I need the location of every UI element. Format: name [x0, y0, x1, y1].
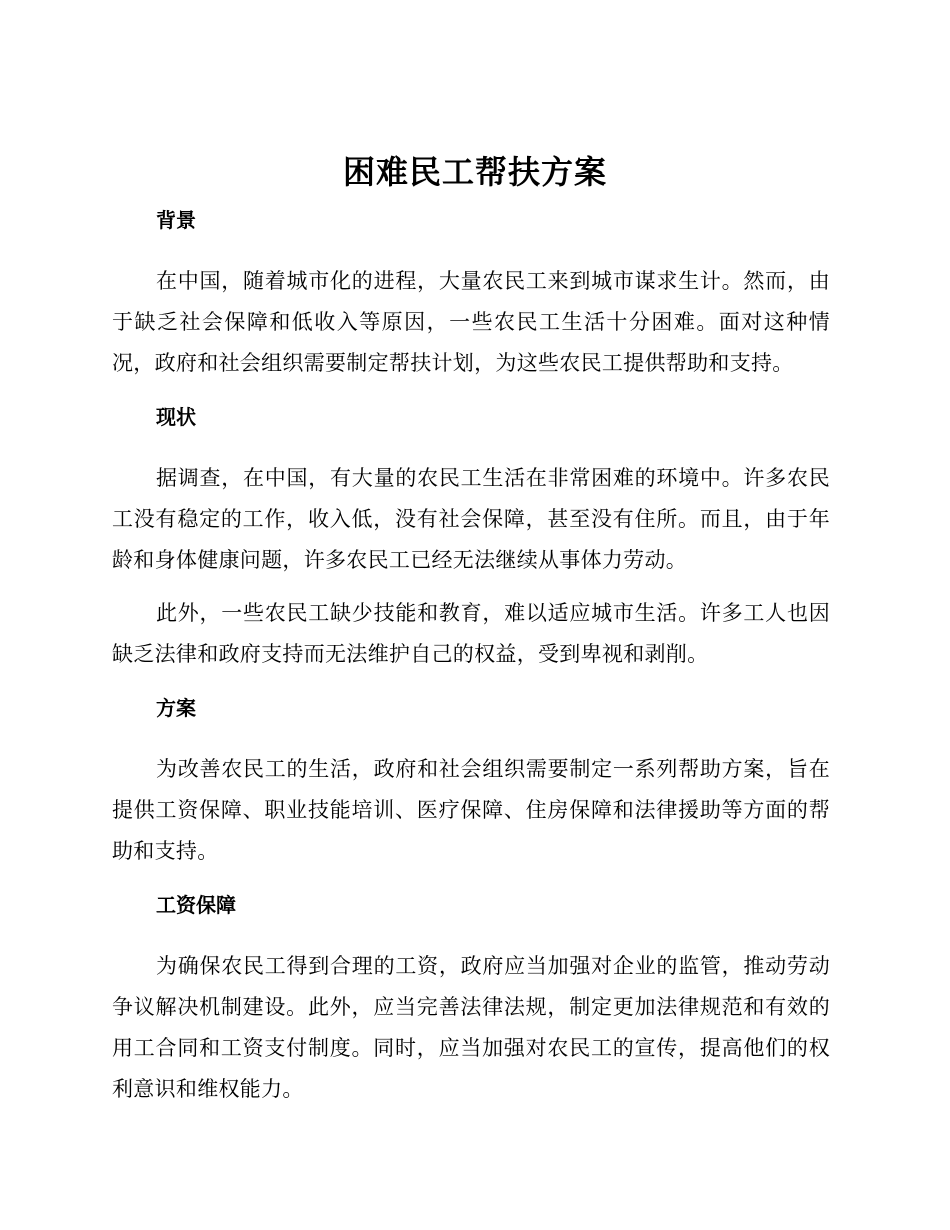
section-heading-wage-guarantee: 工资保障	[156, 893, 236, 917]
section-heading-status: 现状	[156, 405, 196, 429]
paragraph-background: 在中国，随着城市化的进程，大量农民工来到城市谋求生计。然而，由于缺乏社会保障和低收入等原因，一些农民工生活十分困难。面对这种情况，政府和社会组织需要制定帮扶计划，为这些农民工提供帮助和支持。	[112, 269, 830, 375]
section-heading-plan: 方案	[156, 696, 196, 720]
document-body	[112, 150, 830, 1110]
section-heading-background: 背景	[156, 208, 196, 232]
document-title: 困难民工帮扶方案	[342, 153, 607, 191]
paragraph-status-1: 据调查，在中国，有大量的农民工生活在非常困难的环境中。许多农民工没有稳定的工作，收入低，没有社会保障，甚至没有住所。而且，由于年龄和身体健康问题，许多农民工已经无法继续从事体力劳动。	[112, 466, 830, 572]
paragraph-status-2: 此外，一些农民工缺少技能和教育，难以适应城市生活。许多工人也因缺乏法律和政府支持而无法维护自己的权益，受到卑视和剥削。	[112, 601, 830, 666]
paragraph-plan: 为改善农民工的生活，政府和社会组织需要制定一系列帮助方案，旨在提供工资保障、职业技能培训、医疗保障、住房保障和法律援助等方面的帮助和支持。	[112, 757, 830, 863]
paragraph-wage-guarantee: 为确保农民工得到合理的工资，政府应当加强对企业的监管，推动劳动争议解决机制建设。此外，应当完善法律法规，制定更加法律规范和有效的用工合同和工资支付制度。同时，应当加强对农民工的宣传，提高他们的权利意识和维权能力。	[112, 954, 830, 1101]
